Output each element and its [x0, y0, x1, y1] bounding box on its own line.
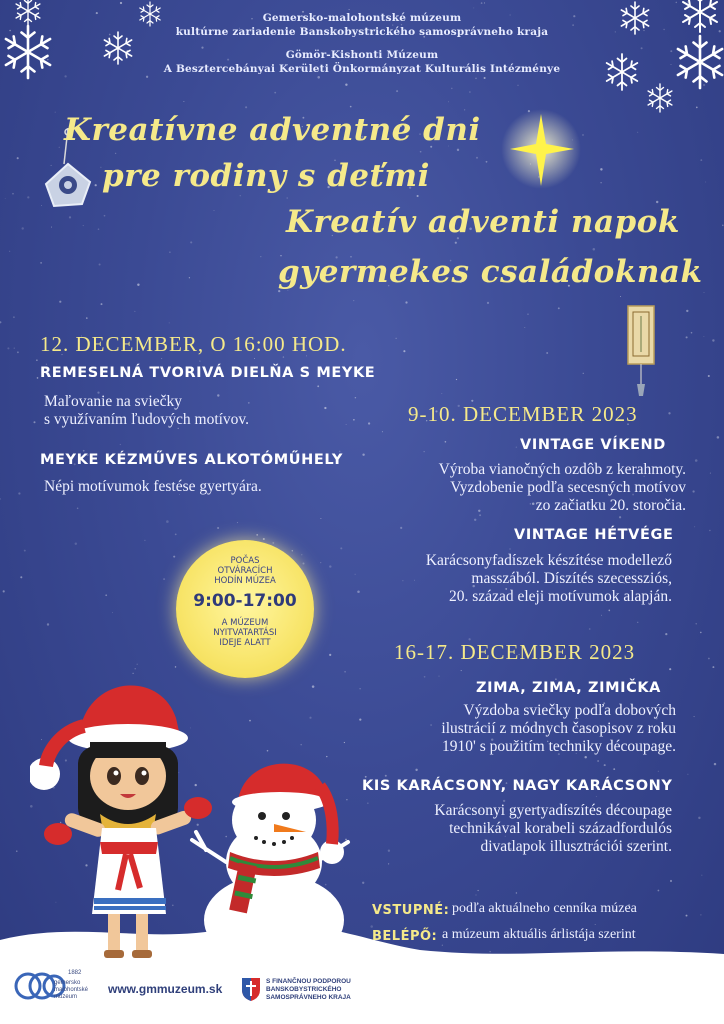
- event3-heading-hu: KIS KARÁCSONY, NAGY KARÁCSONY: [362, 778, 673, 794]
- snowflake-icon: [678, 36, 722, 88]
- title-sk-line2: pre rodiny s deťmi: [102, 158, 430, 194]
- logo-text: gemersko malohontské múzeum: [54, 980, 89, 1000]
- event3-date: 16-17. DECEMBER 2023: [394, 640, 636, 664]
- support-line1: S FINANČNOU PODPOROU: [266, 978, 351, 985]
- title-sk-line1: Kreatívne adventné dni: [64, 112, 481, 148]
- admission-text-sk: podľa aktuálneho cenníka múzea: [452, 901, 637, 916]
- support-line3: SAMOSPRÁVNEHO KRAJA: [266, 994, 351, 1001]
- event2-date: 9-10. DECEMBER 2023: [408, 402, 638, 426]
- museum-name-sk: Gemersko-malohontské múzeum: [262, 12, 462, 24]
- admission-label-sk: VSTUPNÉ:: [372, 903, 450, 918]
- support-line2: BANSKOBYSTRICKÉHO: [266, 986, 342, 993]
- website-link[interactable]: www.gmmuzeum.sk: [108, 982, 223, 996]
- event3-text-hu: Karácsonyi gyertyadíszítés découpage technikával korabeli századfordulós divatlapok illusztrációi szerint.: [434, 802, 672, 855]
- museum-subtitle-hu: A Besztercebányai Kerületi Önkormányzat Kulturális Intézménye: [163, 63, 561, 75]
- museum-name-hu: Gömör-Kishonti Múzeum: [285, 49, 439, 61]
- event2-text-hu: Karácsonyfadíszek készítése modellező masszából. Díszítés szecessziós, 20. század eleji motívumok alapján.: [425, 552, 672, 605]
- snowman-illustration: [186, 752, 356, 962]
- event1-heading-hu: MEYKE KÉZMŰVES ALKOTÓMŰHELY: [40, 452, 344, 468]
- admission-label-hu: BELÉPŐ:: [372, 929, 438, 944]
- support-text: [266, 978, 351, 1002]
- snowflake-icon: [648, 84, 672, 112]
- event1-text-hu: Népi motívumok festése gyertyára.: [44, 478, 262, 495]
- region-coat-of-arms-icon: [240, 976, 262, 1002]
- star-icon: [498, 108, 584, 194]
- badge-opening-hours: 9:00-17:00: [193, 591, 297, 611]
- badge-top-text: POČAS OTVÁRACÍCH HODÍN MÚZEA: [214, 556, 276, 586]
- event3-heading-sk: ZIMA, ZIMA, ZIMIČKA: [476, 680, 662, 696]
- event1-text-sk: Maľovanie na sviečky s využívaním ľudových motívov.: [44, 393, 250, 428]
- event1-date: 12. DECEMBER, O 16:00 HOD.: [40, 332, 347, 356]
- event2-heading-hu: VINTAGE HÉTVÉGE: [514, 527, 674, 543]
- opening-hours-badge: [176, 540, 314, 678]
- hanging-tag-icon: [624, 302, 658, 398]
- event3-text-sk: Výzdoba sviečky podľa dobových ilustrácií z módnych časopisov z roku 1910' s použitím techniky découpage.: [441, 702, 676, 755]
- title-hu-line2: gyermekes családoknak: [278, 254, 703, 290]
- title-hu-line1: Kreatív adventi napok: [286, 204, 680, 240]
- logo-year: 1882: [68, 970, 82, 976]
- event2-text-sk: Výroba vianočných ozdôb z kerahmoty. Vyzdobenie podľa secesných motívov zo začiatku 20. storočia.: [438, 461, 686, 514]
- museum-logo: [14, 968, 104, 1008]
- badge-bottom-text: A MÚZEUM NYITVATARTÁSI IDEJE ALATT: [213, 618, 277, 648]
- admission-text-hu: a múzeum aktuális árlistája szerint: [442, 927, 636, 942]
- event2-heading-sk: VINTAGE VÍKEND: [520, 437, 666, 453]
- event1-heading-sk: REMESELNÁ TVORIVÁ DIELŇA S MEYKE: [40, 365, 376, 381]
- museum-subtitle-sk: kultúrne zariadenie Banskobystrického samosprávneho kraja: [175, 26, 549, 38]
